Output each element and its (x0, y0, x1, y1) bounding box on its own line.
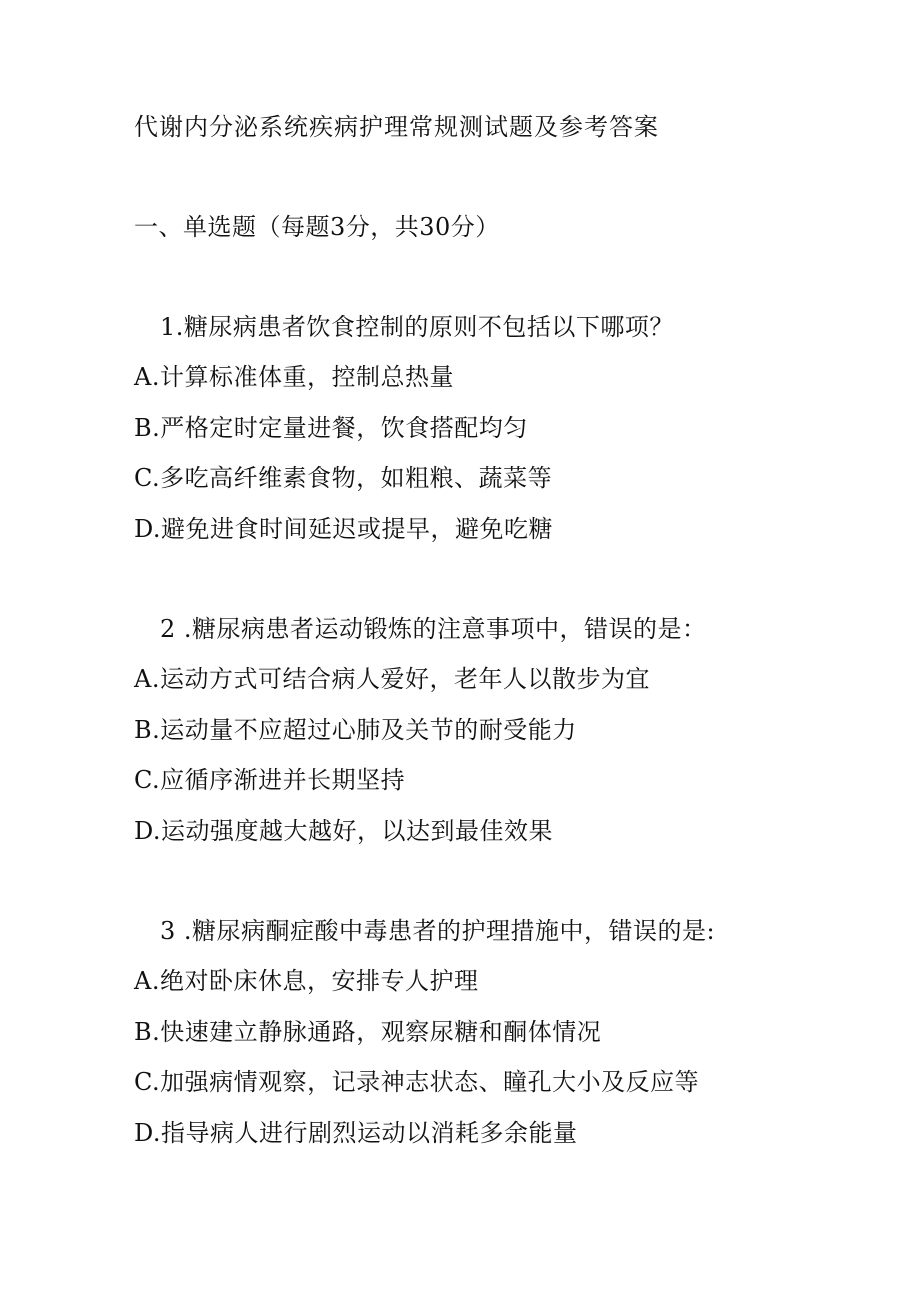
option-a: A.绝对卧床休息，安排专人护理 (134, 967, 479, 995)
option-b: B.严格定时定量进餐，饮食搭配均匀 (134, 414, 528, 442)
option-d: D.运动强度越大越好，以达到最佳效果 (134, 817, 554, 845)
option-d: D.指导病人进行剧烈运动以消耗多余能量 (134, 1119, 578, 1147)
question-stem: 3 .糖尿病酮症酸中毒患者的护理措施中，错误的是: (160, 917, 716, 945)
option-d: D.避免进食时间延迟或提早，避免吃糖 (134, 515, 554, 543)
option-c: C.加强病情观察，记录神志状态、瞳孔大小及反应等 (134, 1068, 700, 1096)
option-b: B.快速建立静脉通路，观察尿糖和酮体情况 (134, 1018, 602, 1046)
document-title: 代谢内分泌系统疾病护理常规测试题及参考答案 (134, 113, 659, 141)
option-a: A.计算标准体重，控制总热量 (134, 363, 454, 391)
option-c: C.应循序渐进并长期坚持 (134, 766, 406, 794)
option-b: B.运动量不应超过心肺及关节的耐受能力 (134, 716, 577, 744)
section-heading: 一、单选题（每题3分，共30分） (134, 213, 500, 241)
option-a: A.运动方式可结合病人爱好，老年人以散步为宜 (134, 665, 650, 693)
option-c: C.多吃高纤维素食物，如粗粮、蔬菜等 (134, 464, 553, 492)
question-stem: 1.糖尿病患者饮食控制的原则不包括以下哪项？ (160, 313, 674, 341)
question-stem: 2 .糖尿病患者运动锻炼的注意事项中，错误的是： (160, 615, 707, 643)
